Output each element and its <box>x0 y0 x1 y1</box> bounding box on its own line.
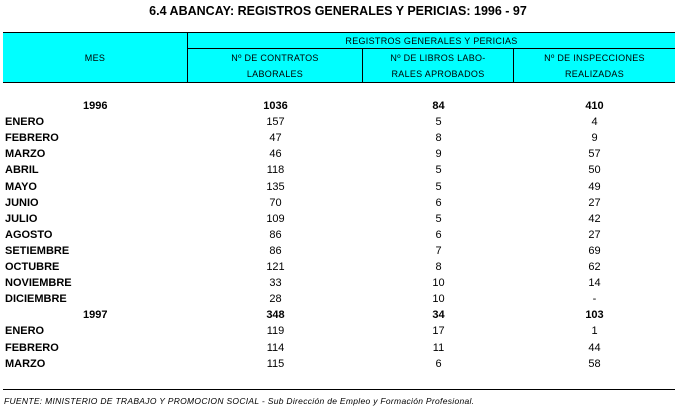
cell-libros: 6 <box>435 196 442 209</box>
cell-inspecciones: 1 <box>591 325 598 338</box>
cell-contratos: 118 <box>266 164 285 177</box>
table-row <box>0 340 676 356</box>
row-label: MAYO <box>5 180 37 193</box>
cell-contratos: 28 <box>269 293 282 306</box>
row-label: MARZO <box>5 148 46 161</box>
row-label: ABRIL <box>5 164 39 177</box>
table-bottom-rule <box>3 389 675 390</box>
cell-inspecciones: 42 <box>588 212 601 225</box>
source-footnote: FUENTE: MINISTERIO DE TRABAJO Y PROMOCION SOCIAL - Sub Dirección de Empleo y Formación Profesional. <box>4 396 475 406</box>
header-contratos <box>188 49 363 83</box>
cell-libros: 34 <box>432 309 445 322</box>
cell-libros: 6 <box>435 357 442 370</box>
cell-inspecciones: 27 <box>588 228 601 241</box>
header-contratos-line2: LABORALES <box>246 69 304 79</box>
cell-libros: 10 <box>432 277 445 290</box>
cell-inspecciones: 62 <box>588 261 601 273</box>
cell-contratos: 114 <box>266 341 285 354</box>
cell-inspecciones: 14 <box>588 277 601 290</box>
header-mes <box>3 33 188 83</box>
row-label: 1997 <box>83 309 108 322</box>
row-label: FEBRERO <box>5 132 59 145</box>
row-label: JUNIO <box>5 196 39 209</box>
cell-contratos: 86 <box>269 228 282 241</box>
cell-contratos: 33 <box>269 277 282 290</box>
header-libros-line2: RALES APROBADOS <box>391 69 485 79</box>
cell-inspecciones: 58 <box>588 357 601 370</box>
cell-inspecciones: - <box>592 293 597 306</box>
cell-libros: 9 <box>435 148 442 161</box>
cell-libros: 5 <box>435 116 442 129</box>
table-row <box>0 259 676 275</box>
table-row <box>0 356 676 372</box>
cell-inspecciones: 103 <box>585 309 604 322</box>
cell-libros: 5 <box>435 164 442 177</box>
cell-inspecciones: 27 <box>588 196 601 209</box>
cell-libros: 5 <box>435 180 442 193</box>
cell-libros: 8 <box>435 132 442 145</box>
header-inspecciones-line2: REALIZADAS <box>564 69 625 79</box>
row-label: FEBRERO <box>5 341 59 354</box>
table-row <box>0 211 676 227</box>
cell-inspecciones: 410 <box>585 100 604 112</box>
table-row <box>0 275 676 291</box>
table-row-year <box>0 98 676 114</box>
table-row <box>0 195 676 211</box>
row-label: DICIEMBRE <box>5 293 67 306</box>
cell-inspecciones: 57 <box>588 148 601 161</box>
cell-contratos: 109 <box>266 212 285 225</box>
cell-contratos: 86 <box>269 244 282 257</box>
table-row <box>0 146 676 162</box>
cell-libros: 5 <box>435 212 442 225</box>
table-row <box>0 179 676 195</box>
row-label: 1996 <box>83 100 108 112</box>
table-row <box>0 162 676 178</box>
row-label: ENERO <box>5 325 45 338</box>
cell-contratos: 135 <box>266 180 285 193</box>
table-row <box>0 114 676 130</box>
cell-contratos: 70 <box>269 196 282 209</box>
table-row <box>0 227 676 243</box>
row-label: MARZO <box>5 357 46 370</box>
cell-contratos: 348 <box>266 309 285 322</box>
cell-inspecciones: 4 <box>591 116 598 129</box>
header-inspecciones <box>514 49 675 83</box>
header-mes-label: MES <box>84 53 106 63</box>
row-label: ENERO <box>5 116 45 129</box>
cell-contratos: 115 <box>266 357 285 370</box>
cell-libros: 10 <box>432 293 445 306</box>
cell-libros: 84 <box>432 100 445 112</box>
row-label: SETIEMBRE <box>5 244 70 257</box>
cell-inspecciones: 9 <box>591 132 598 145</box>
cell-libros: 7 <box>435 244 442 257</box>
cell-libros: 17 <box>432 325 445 338</box>
header-libros-line1: Nº DE LIBROS LABO- <box>390 53 486 63</box>
header-group: REGISTROS GENERALES Y PERICIAS <box>188 33 675 49</box>
table-row <box>0 323 676 339</box>
cell-inspecciones: 69 <box>588 244 601 257</box>
table-row-year <box>0 307 676 323</box>
table-row <box>0 130 676 146</box>
row-label: JULIO <box>5 212 38 225</box>
row-label: NOVIEMBRE <box>5 277 72 290</box>
table-row <box>0 243 676 259</box>
cell-libros: 6 <box>435 228 442 241</box>
header-libros <box>363 49 514 83</box>
header-inspecciones-line1: Nº DE INSPECCIONES <box>544 53 645 63</box>
cell-contratos: 121 <box>266 261 285 273</box>
cell-contratos: 157 <box>266 116 285 129</box>
cell-inspecciones: 49 <box>588 180 601 193</box>
cell-inspecciones: 50 <box>588 164 601 177</box>
table-row <box>0 291 676 307</box>
cell-libros: 11 <box>432 341 445 354</box>
cell-contratos: 119 <box>266 325 285 338</box>
cell-inspecciones: 44 <box>588 341 601 354</box>
header-contratos-line1: Nº DE CONTRATOS <box>231 53 319 63</box>
cell-libros: 8 <box>435 261 442 273</box>
cell-contratos: 47 <box>269 132 282 145</box>
row-label: OCTUBRE <box>5 261 60 273</box>
page-title: 6.4 ABANCAY: REGISTROS GENERALES Y PERICIAS: 1996 - 97 <box>149 4 527 18</box>
row-label: AGOSTO <box>5 228 53 241</box>
cell-contratos: 46 <box>269 148 282 161</box>
cell-contratos: 1036 <box>263 100 288 112</box>
